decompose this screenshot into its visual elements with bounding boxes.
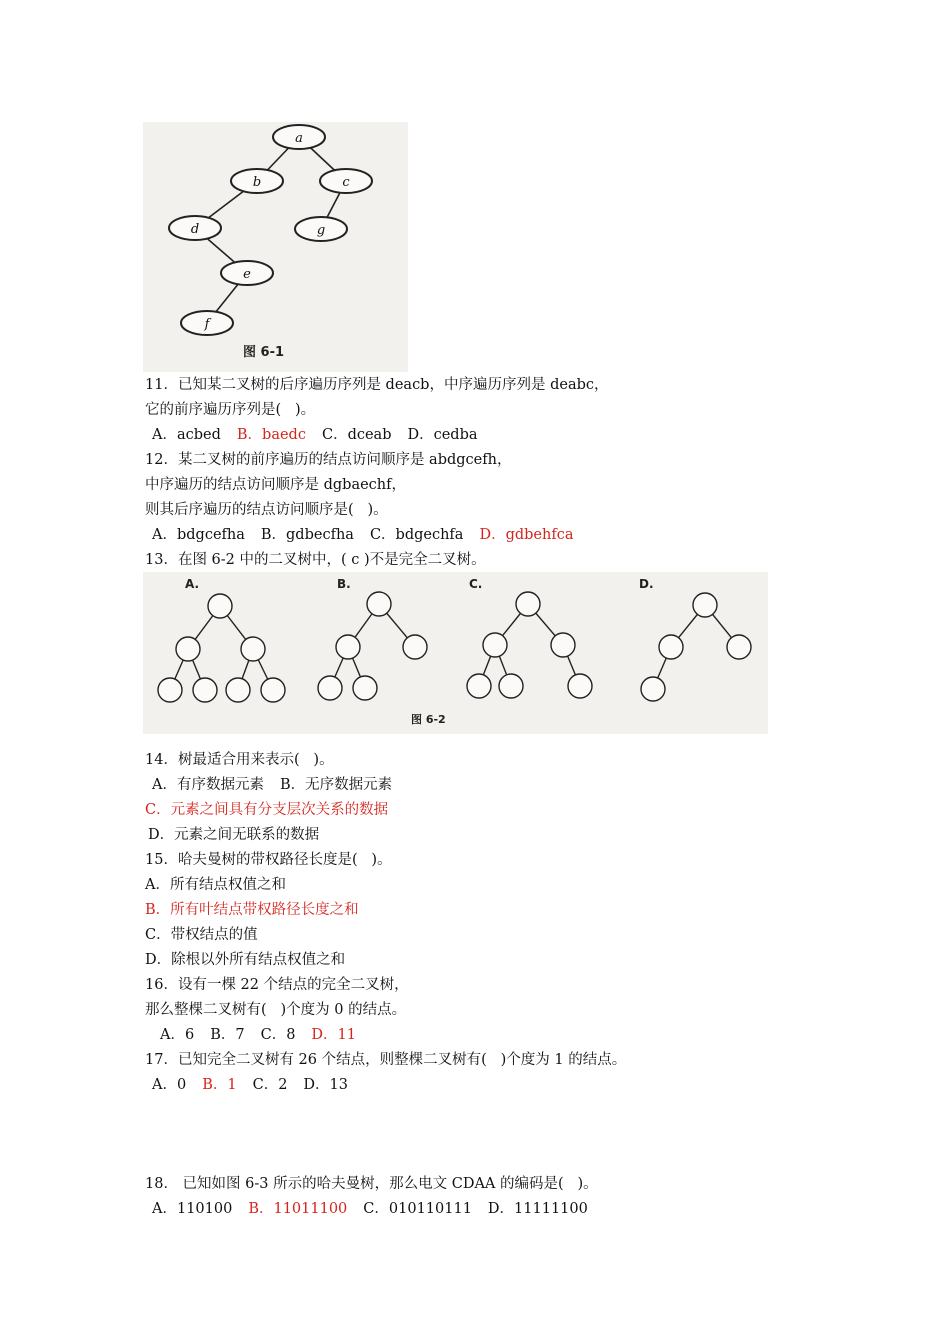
q17-stem-line1: 17．已知完全二叉树有 26 个结点，则整棵二叉树有( )个度为 1 的结点。: [145, 1052, 627, 1068]
q14-stem-line1: 14．树最适合用来表示( )。: [145, 752, 334, 768]
figure-6-2-caption: 图 6-2: [411, 713, 446, 726]
node-label-a: a: [295, 131, 303, 146]
q11-option-b[interactable]: B．baedc: [236, 427, 306, 443]
q14-option-a[interactable]: A．有序数据元素: [152, 777, 264, 793]
q14-option-b[interactable]: B．无序数据元素: [279, 777, 393, 793]
q12-option-d[interactable]: D．gdbehfca: [479, 527, 574, 543]
node-label-d: d: [190, 222, 200, 237]
tree-b-label: B.: [337, 577, 351, 591]
q16-option-b[interactable]: B．7: [210, 1027, 245, 1043]
q16-option-d[interactable]: D．11: [311, 1027, 356, 1043]
q12-option-c[interactable]: C．bdgechfa: [369, 527, 464, 543]
q18-option-a[interactable]: A．110100: [152, 1201, 233, 1217]
tree-d: [641, 593, 751, 701]
q11-stem-line2: 它的前序遍历序列是( )。: [145, 402, 316, 418]
q17-option-c[interactable]: C．2: [252, 1077, 288, 1093]
q18-options: [152, 1199, 604, 1219]
node-label-c: c: [342, 175, 350, 190]
q16-stem-line1: 16．设有一棵 22 个结点的完全二叉树，: [145, 977, 409, 993]
q12-stem-line2: 中序遍历的结点访问顺序是 dgbaechf，: [145, 477, 407, 493]
q11-option-a[interactable]: A．acbed: [152, 427, 221, 443]
q17-option-d[interactable]: D．13: [303, 1077, 348, 1093]
q11-stem-line1: 11．已知某二叉树的后序遍历序列是 deacb，中序遍历序列是 deabc，: [145, 377, 609, 393]
q16-options: [160, 1025, 372, 1045]
node-label-b: b: [252, 175, 262, 190]
tree-c: [467, 592, 592, 698]
q15-option-c[interactable]: C．带权结点的值: [145, 927, 258, 943]
tree-a-label: A.: [185, 577, 200, 591]
q18-option-d[interactable]: D．11111100: [487, 1201, 588, 1217]
q15-stem-line1: 15．哈夫曼树的带权路径长度是( )。: [145, 852, 392, 868]
q12-option-b[interactable]: B．gdbecfha: [260, 527, 354, 543]
q11-option-d[interactable]: D．cedba: [407, 427, 478, 443]
q17-options: [152, 1075, 364, 1095]
figure-6-2: [143, 572, 768, 734]
figure-6-1: [143, 122, 408, 372]
tree-a: [158, 594, 285, 702]
q12-options: [152, 525, 589, 545]
q18-option-c[interactable]: C．010110111: [363, 1201, 472, 1217]
q11-option-c[interactable]: C．dceab: [321, 427, 392, 443]
q18-option-b[interactable]: B．11011100: [248, 1201, 348, 1217]
tree-d-label: D.: [639, 577, 654, 591]
q16-option-c[interactable]: C．8: [260, 1027, 296, 1043]
tree-b: [318, 592, 427, 700]
q11-options: [152, 425, 494, 445]
q15-option-d[interactable]: D．除根以外所有结点权值之和: [145, 952, 346, 968]
q13-stem-line1: 13．在图 6-2 中的二叉树中，( c )不是完全二叉树。: [145, 552, 486, 568]
q17-option-b[interactable]: B．1: [202, 1077, 237, 1093]
node-label-g: g: [316, 223, 326, 238]
node-label-e: e: [243, 267, 251, 282]
q14-options-ab: [152, 775, 408, 795]
q15-option-a[interactable]: A．所有结点权值之和: [145, 877, 286, 893]
q16-option-a[interactable]: A．6: [160, 1027, 195, 1043]
figure-6-1-caption: 图 6-1: [243, 345, 285, 360]
q16-stem-line2: 那么整棵二叉树有( )个度为 0 的结点。: [145, 1002, 407, 1018]
q12-stem-line1: 12．某二叉树的前序遍历的结点访问顺序是 abdgcefh，: [145, 452, 512, 468]
q14-option-d[interactable]: D．元素之间无联系的数据: [148, 827, 320, 843]
node-label-f: f: [204, 317, 210, 332]
q12-option-a[interactable]: A．bdgcefha: [152, 527, 245, 543]
q17-option-a[interactable]: A．0: [152, 1077, 187, 1093]
q12-stem-line3: 则其后序遍历的结点访问顺序是( )。: [145, 502, 388, 518]
q15-option-b[interactable]: B．所有叶结点带权路径长度之和: [145, 902, 359, 918]
tree-c-label: C.: [469, 577, 483, 591]
q14-option-c[interactable]: C．元素之间具有分支层次关系的数据: [145, 802, 389, 818]
q18-stem-line1: 18． 已知如图 6-3 所示的哈夫曼树，那么电文 CDAA 的编码是( )。: [145, 1176, 598, 1192]
